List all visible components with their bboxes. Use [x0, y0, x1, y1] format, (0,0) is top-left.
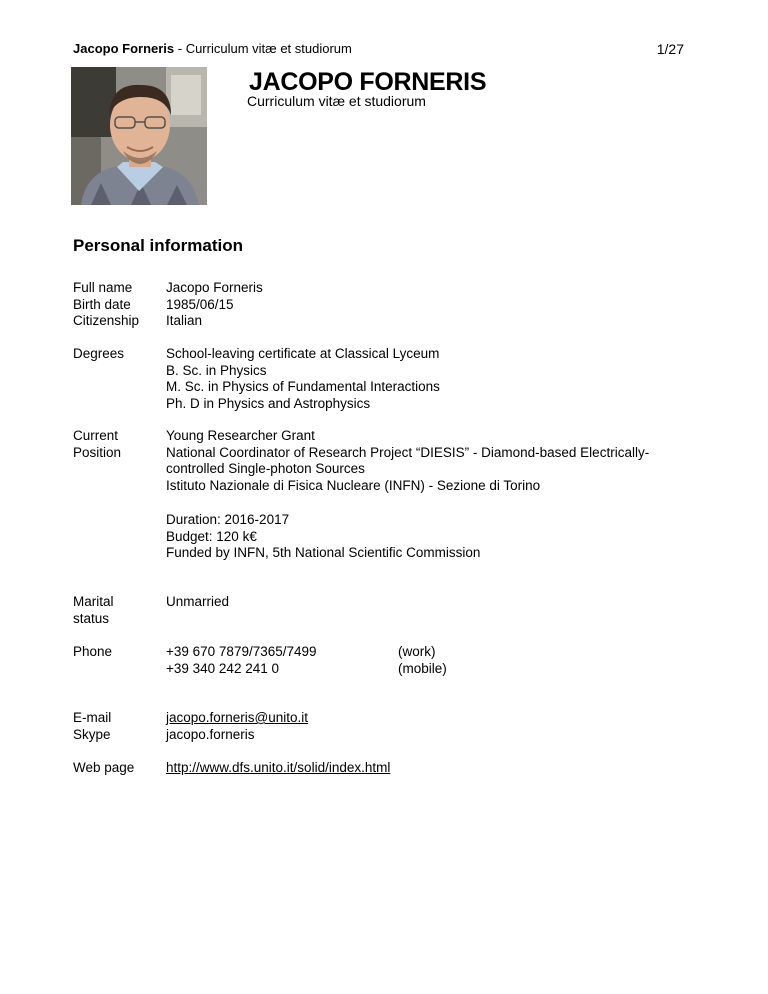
phone-mobile-note: (mobile) [398, 660, 447, 676]
phone-work-note: (work) [398, 644, 436, 659]
degrees-label: Degrees [73, 346, 125, 361]
degrees-list [166, 346, 440, 413]
grant-duration: Duration: 2016-2017 [166, 512, 290, 527]
header-author: Jacopo Forneris [73, 41, 175, 56]
current-position-label [73, 428, 121, 461]
current-position-value [166, 428, 649, 495]
phone-values [166, 644, 317, 677]
grant-details [166, 512, 480, 562]
profile-photo [71, 67, 207, 205]
citizenship-label: Citizenship [73, 313, 140, 329]
position-line: Young Researcher Grant [166, 428, 315, 443]
marital-status-value: Unmarried [166, 594, 230, 609]
status-label: status [73, 610, 110, 626]
document-title: JACOPO FORNERIS [249, 68, 487, 96]
web-page-label: Web page [73, 760, 135, 775]
contact-labels [73, 710, 111, 743]
phone-label: Phone [73, 644, 113, 659]
header-subtitle: - Curriculum vitæ et studiorum [174, 41, 352, 56]
phone-notes [398, 644, 447, 677]
degree-item: M. Sc. in Physics of Fundamental Interactions [166, 379, 440, 395]
email-link[interactable]: jacopo.forneris@unito.it [166, 710, 309, 725]
birth-date-value: 1985/06/15 [166, 296, 234, 312]
full-name-label: Full name [73, 280, 133, 295]
skype-value: jacopo.forneris [166, 726, 255, 742]
position-label: Position [73, 444, 122, 460]
position-line: controlled Single-photon Sources [166, 461, 365, 477]
marital-label: Marital [73, 594, 114, 609]
web-page-value [166, 760, 390, 777]
degree-item: School-leaving certificate at Classical Lyceum [166, 346, 440, 361]
phone-mobile: +39 340 242 241 0 [166, 660, 279, 676]
birth-date-label: Birth date [73, 296, 131, 312]
full-name-value: Jacopo Forneris [166, 280, 263, 295]
page-number: 1/27 [656, 41, 684, 57]
skype-label: Skype [73, 726, 111, 742]
email-label: E-mail [73, 710, 112, 725]
contact-values [166, 710, 308, 743]
grant-funding: Funded by INFN, 5th National Scientific Commission [166, 545, 481, 561]
current-label: Current [73, 428, 119, 443]
grant-budget: Budget: 120 k€ [166, 528, 257, 544]
phone-work: +39 670 7879/7365/7499 [166, 644, 317, 659]
running-header [73, 41, 352, 56]
marital-status-label [73, 594, 114, 627]
position-line: Istituto Nazionale di Fisica Nucleare (INFN) - Sezione di Torino [166, 478, 541, 494]
basic-values [166, 280, 263, 330]
position-line: National Coordinator of Research Project “DIESIS” - Diamond-based Electrically- [166, 444, 650, 460]
document-subtitle: Curriculum vitæ et studiorum [247, 93, 426, 109]
degree-item: B. Sc. in Physics [166, 362, 267, 378]
citizenship-value: Italian [166, 313, 203, 329]
basic-labels [73, 280, 139, 330]
section-heading: Personal information [73, 236, 244, 255]
web-page-link[interactable]: http://www.dfs.unito.it/solid/index.html [166, 760, 391, 775]
degree-item: Ph. D in Physics and Astrophysics [166, 396, 371, 412]
